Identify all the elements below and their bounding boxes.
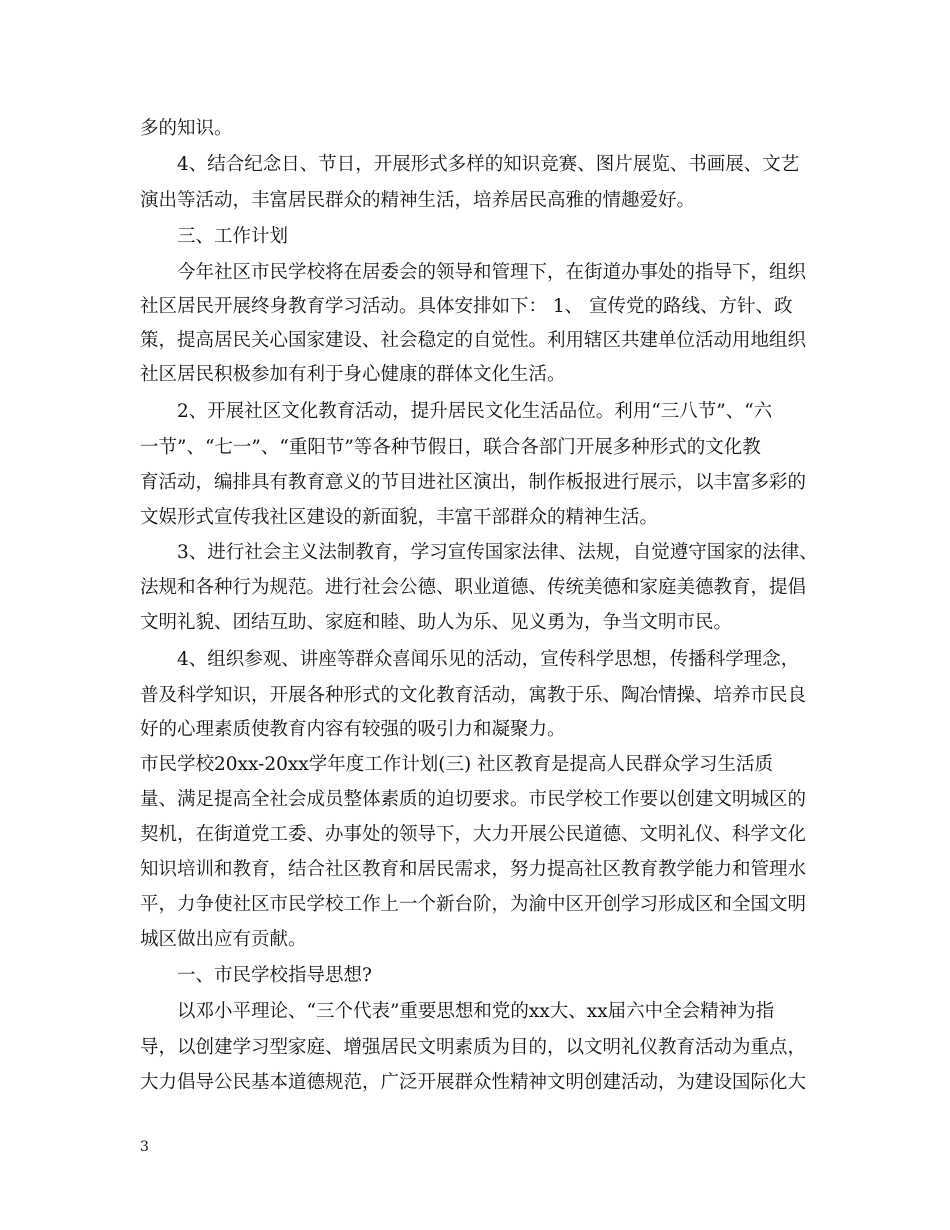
text-line: 社区居民积极参加有利于身心健康的群体文化生活。	[140, 364, 566, 385]
text-line: 文明礼貌、团结互助、家庭和睦、助人为乐、见义勇为，争当文明市民。	[140, 612, 733, 633]
text-line: 3、进行社会主义法制教育，学习宣传国家法律、法规，自觉遵守国家的法律、	[177, 542, 818, 563]
text-line: 法规和各种行为规范。进行社会公德、职业道德、传统美德和家庭美德教育，提倡	[140, 577, 807, 598]
text-line: 好的心理素质使教育内容有较强的吸引力和凝聚力。	[140, 719, 566, 740]
text-line: 知识培训和教育，结合社区教育和居民需求，努力提高社区教育教学能力和管理水	[140, 859, 807, 880]
text-line: 育活动，编排具有教育意义的节目进社区演出，制作板报进行展示，以丰富多彩的	[140, 472, 807, 493]
text-line: 城区做出应有贡献。	[140, 929, 307, 950]
text-line: 多的知识。	[140, 118, 233, 139]
text-line: 大力倡导公民基本道德规范，广泛开展群众性精神文明创建活动，为建设国际化大	[140, 1072, 807, 1093]
text-line: 平，力争使社区市民学校工作上一个新台阶，为渝中区开创学习形成区和全国文明	[140, 894, 807, 915]
page-number: 3	[140, 1139, 149, 1155]
section-heading: 三、工作计划	[177, 226, 289, 247]
text-line: 4、结合纪念日、节日，开展形式多样的知识竞赛、图片展览、书画展、文艺	[177, 154, 800, 175]
text-line: 一节”、“七一”、“重阳节”等各种节假日，联合各部门开展多种形式的文化教	[140, 437, 761, 458]
text-line: 以邓小平理论、“三个代表”重要思想和党的xx大、xx届六中全会精神为指	[177, 1001, 775, 1022]
text-line: 普及科学知识，开展各种形式的文化教育活动，寓教于乐、陶冶情操、培养市民良	[140, 685, 807, 706]
text-line: 演出等活动，丰富居民群众的精神生活，培养居民高雅的情趣爱好。	[140, 190, 696, 211]
text-line: 量、满足提高全社会成员整体素质的迫切要求。市民学校工作要以创建文明城区的	[140, 789, 807, 810]
text-line: 文娱形式宣传我社区建设的新面貌，丰富干部群众的精神生活。	[140, 507, 659, 528]
title-line: 市民学校20xx-20xx学年度工作计划(三) 社区教育是提高人民群众学习生活质	[140, 754, 774, 775]
text-line: 今年社区市民学校将在居委会的领导和管理下，在街道办事处的指导下，组织	[177, 262, 807, 283]
text-line: 社区居民开展终身教育学习活动。具体安排如下： 1、 宣传党的路线、方针、政	[140, 296, 793, 317]
text-line: 契机，在街道党工委、办事处的领导下，大力开展公民道德、文明礼仪、科学文化	[140, 824, 807, 845]
text-line: 4、组织参观、讲座等群众喜闻乐见的活动，宣传科学思想，传播科学理念，	[177, 649, 800, 670]
text-line: 2、开展社区文化教育活动，提升居民文化生活品位。利用“三八节”、“六	[177, 401, 773, 422]
text-line: 策，提高居民关心国家建设、社会稳定的自觉性。利用辖区共建单位活动用地组织	[140, 330, 807, 351]
section-heading: 一、市民学校指导思想?	[177, 965, 372, 986]
text-line: 导，以创建学习型家庭、增强居民文明素质为目的，以文明礼仪教育活动为重点，	[140, 1037, 807, 1058]
